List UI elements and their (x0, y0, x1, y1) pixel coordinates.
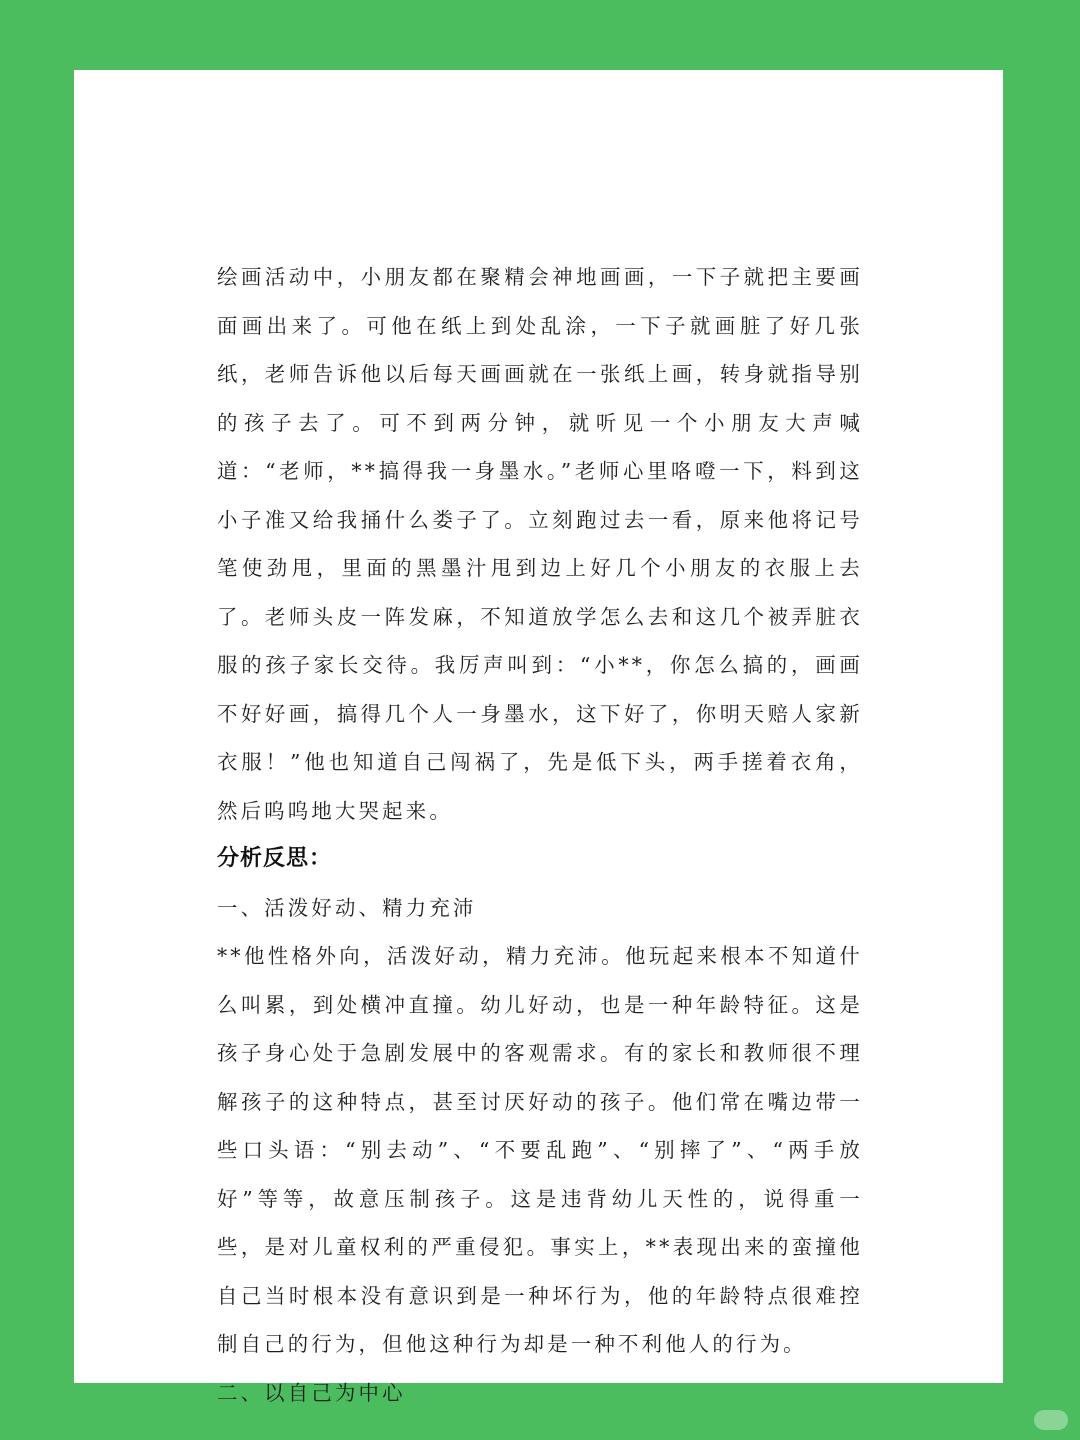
document-page (74, 70, 1003, 1405)
section-2-title: 二、以自己为中心 (217, 1380, 406, 1405)
section-1-body: **他性格外向，活泼好动，精力充沛。他玩起来根本不知道什么叫累，到处横冲直撞。幼儿好动，也是一种年龄特征。这是孩子身心处于急剧发展中的客观需求。有的家长和教师很不理解孩子的这种特点，甚至讨厌好动的孩子。他们常在嘴边带一些口头语：“别去动”、“不要乱跑”、“别摔了”、“两手放好”等等，故意压制孩子。这是违背幼儿天性的，说得重一些，是对儿童权利的严重侵犯。事实上，**表现出来的蛮撞他自己当时根本没有意识到是一种坏行为，他的年龄特点很难控制自己的行为，但他这种行为却是一种不利他人的行为。 (217, 944, 863, 1356)
analysis-heading: 分析反思： (217, 846, 333, 871)
document-content (217, 253, 863, 1417)
story-paragraph: 绘画活动中，小朋友都在聚精会神地画画，一下子就把主要画面画出来了。可他在纸上到处乱涂，一下子就画脏了好几张纸，老师告诉他以后每天画画就在一张纸上画，转身就指导别的孩子去了。可不到两分钟，就听见一个小朋友大声喊道：“老师，**搞得我一身墨水。”老师心里咯噔一下，料到这小子准又给我捅什么娄子了。立刻跑过去一看，原来他将记号笔使劲甩，里面的黑墨汁甩到边上好几个小朋友的衣服上去了。老师头皮一阵发麻，不知道放学怎么去和这几个被弄脏衣服的孩子家长交待。我厉声叫到：“小**，你怎么搞的，画画不好好画，搞得几个人一身墨水，这下好了，你明天赔人家新衣服！”他也知道自己闯祸了，先是低下头，两手搓着衣角，然后呜呜地大哭起来。 (217, 265, 863, 823)
section-1-title: 一、活泼好动、精力充沛 (217, 895, 477, 920)
watermark-logo (1034, 1410, 1068, 1430)
